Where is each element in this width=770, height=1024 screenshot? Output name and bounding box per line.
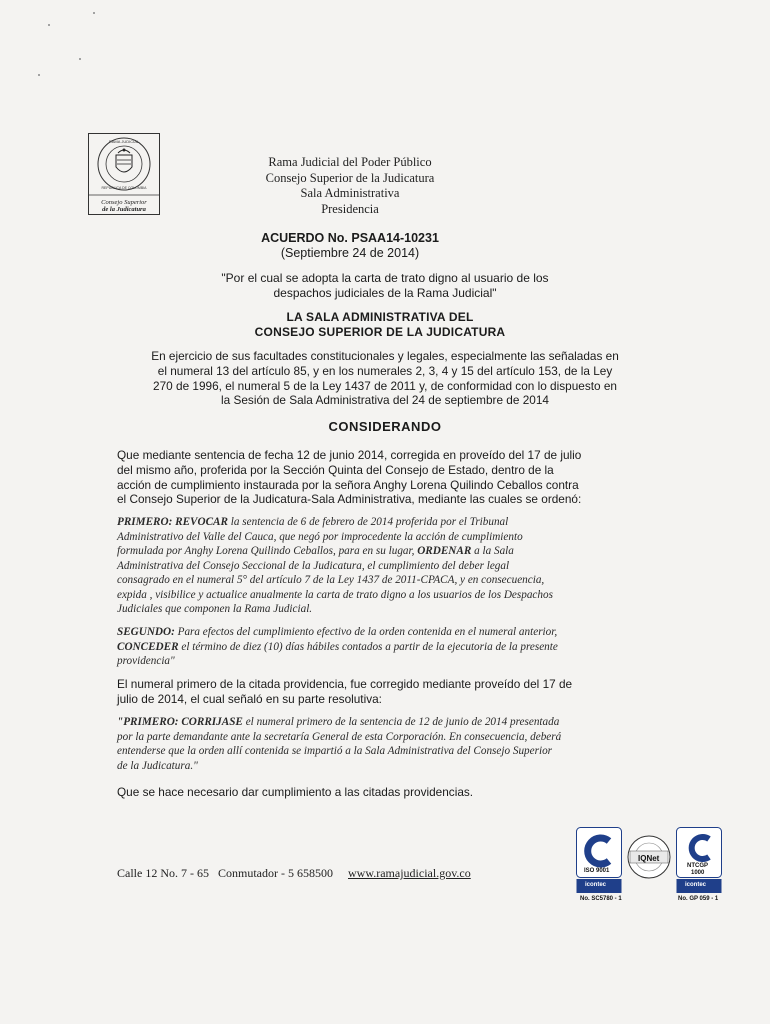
quote2-line-3: providencia": [117, 655, 175, 667]
icontec-label-2: icontec: [685, 882, 707, 888]
quote1-line-2: Administrativo del Valle del Cauca, que negó por improcedente la acción de cumplimiento: [117, 530, 523, 543]
quote3-line-1: el numeral primero de la sentencia de 12 de junio de 2014 presentada: [242, 716, 560, 728]
header-line-2: Consejo Superior de la Judicatura: [265, 170, 435, 185]
ntcgp-number: 1000: [691, 870, 705, 876]
scan-speck: [79, 58, 81, 60]
seal-caption-line2: de la Judicatura: [102, 206, 146, 213]
quote1-line-3b: a la Sala: [471, 545, 514, 557]
iso-label: ISO 9001: [584, 868, 610, 874]
quote3-line-3: entenderse que la orden allí contenida se impartió a la Sala Administrativa del Consejo Superior: [117, 745, 553, 757]
scan-speck: [93, 12, 95, 14]
quote3-line-2: por la parte demandante ante la secretaría General de esta Corporación. En consecuencia, deberá: [117, 730, 562, 743]
certification-logos: [576, 827, 726, 907]
considerando-heading: CONSIDERANDO: [328, 419, 442, 434]
scan-speck: [48, 24, 50, 26]
icontec-label-1: icontec: [585, 882, 607, 888]
ntcgp-label: NTCGP: [687, 863, 708, 869]
sala-heading: [200, 310, 560, 340]
quote2-conceder: CONCEDER: [117, 640, 179, 653]
title-line-2: despachos judiciales de la Rama Judicial": [273, 286, 497, 300]
quote-corrijase: [117, 715, 657, 773]
seal-ring-bottom: REPUBLICA DE COLOMBIA: [101, 186, 147, 190]
quote2-line-1: Para efectos del cumplimiento efectivo de la orden contenida en el numeral anterior,: [174, 626, 558, 638]
quote1-line-1: la sentencia de 6 de febrero de 2014 proferida por el Tribunal: [227, 516, 509, 528]
quote1-line-7: Judiciales que componen la Rama Judicial.: [117, 603, 313, 615]
paragraph-cumplimiento: [117, 785, 657, 800]
paragraph-correccion: [117, 677, 657, 707]
quote-segundo: [117, 625, 657, 669]
quote1-line-4: Administrativa del Consejo Seccional de la Judicatura, el cumplimiento del deber legal: [117, 559, 510, 572]
quote3-bold: "PRIMERO: CORRIJASE: [117, 716, 243, 728]
acuerdo-heading: [200, 231, 500, 261]
seal-ring-top: RAMA JUDICIAL: [108, 139, 140, 144]
page-footer: [117, 866, 471, 881]
rama-judicial-seal: [88, 133, 160, 215]
seal-caption-line1: Consejo Superior: [101, 199, 147, 206]
acuerdo-number: ACUERDO No. PSAA14-10231: [261, 231, 439, 245]
para1-line-3: acción de cumplimiento instaurada por la señora Anghy Lorena Quilindo Ceballos contra: [117, 477, 579, 492]
gp-code: No. GP 059 - 1: [678, 896, 719, 902]
header-line-3: Sala Administrativa: [300, 186, 400, 200]
footer-address: Calle 12 No. 7 - 65: [117, 866, 209, 880]
paragraph-sentencia: [117, 448, 657, 507]
acuerdo-title: [150, 271, 620, 301]
ejercicio-line-2: el numeral 13 del artículo 85, y en los numerales 2, 3, 4 y 15 del artículo 153, de la Ley: [157, 363, 613, 378]
institution-header: [230, 155, 470, 217]
footer-phone: Conmutador - 5 658500: [218, 866, 333, 880]
ejercicio-line-3: 270 de 1996, el numeral 5 de la Ley 1437 de 2011 y, de conformidad con lo dispuesto en: [153, 378, 617, 393]
header-line-1: Rama Judicial del Poder Público: [268, 155, 432, 169]
header-line-4: Presidencia: [321, 201, 379, 216]
para2-line-2: julio de 2014, el cual señaló en su parte resolutiva:: [117, 691, 382, 706]
para3-line: Que se hace necesario dar cumplimiento a las citadas providencias.: [117, 785, 474, 799]
ejercicio-paragraph: [115, 349, 655, 408]
para2-line-1: El numeral primero de la citada providencia, fue corregido mediante proveído del 17 de: [117, 677, 573, 691]
quote3-line-4: de la Judicatura.": [117, 759, 198, 772]
quote1-line-6: expida , visibilice y actualice anualmente la carta de trato digno a los usuarios de los Despachos: [117, 588, 553, 601]
para1-line-1: Que mediante sentencia de fecha 12 de junio 2014, corregida en proveído del 17 de julio: [117, 448, 582, 462]
sala-line-1: LA SALA ADMINISTRATIVA DEL: [286, 310, 474, 324]
scan-speck: [38, 74, 40, 76]
quote1-bold: PRIMERO: REVOCAR: [117, 516, 228, 528]
quote1-line-3a: formulada por Anghy Lorena Quilindo Ceballos, para en su lugar,: [117, 545, 418, 557]
quote2-bold: SEGUNDO:: [117, 626, 175, 638]
sala-line-2: CONSEJO SUPERIOR DE LA JUDICATURA: [254, 325, 506, 339]
quote-primero: [117, 515, 657, 617]
quote1-ordenar: ORDENAR: [417, 545, 472, 557]
para1-line-2: del mismo año, proferida por la Sección Quinta del Consejo de Estado, dentro de la: [117, 462, 554, 477]
footer-website-link[interactable]: www.ramajudicial.gov.co: [348, 866, 471, 880]
acuerdo-date: (Septiembre 24 de 2014): [280, 246, 420, 260]
quote2-line-2: el término de diez (10) días hábiles contados a partir de la ejecutoria de la presente: [178, 640, 558, 653]
quote1-line-5: consagrado en el numeral 5° del artículo 7 de la Ley 1437 de 2011-CPACA, y en consecuencia,: [117, 574, 545, 586]
title-line-1: "Por el cual se adopta la carta de trato digno al usuario de los: [221, 271, 549, 285]
sc-code: No. SC5780 - 1: [580, 896, 622, 902]
ejercicio-line-4: la Sesión de Sala Administrativa del 24 de septiembre de 2014: [221, 393, 549, 408]
iqnet-label: IQNet: [638, 854, 660, 863]
para1-line-4: el Consejo Superior de la Judicatura-Sala Administrativa, mediante las cuales se ordenó:: [117, 492, 582, 507]
ejercicio-line-1: En ejercicio de sus facultades constitucionales y legales, especialmente las señaladas en: [151, 349, 619, 363]
